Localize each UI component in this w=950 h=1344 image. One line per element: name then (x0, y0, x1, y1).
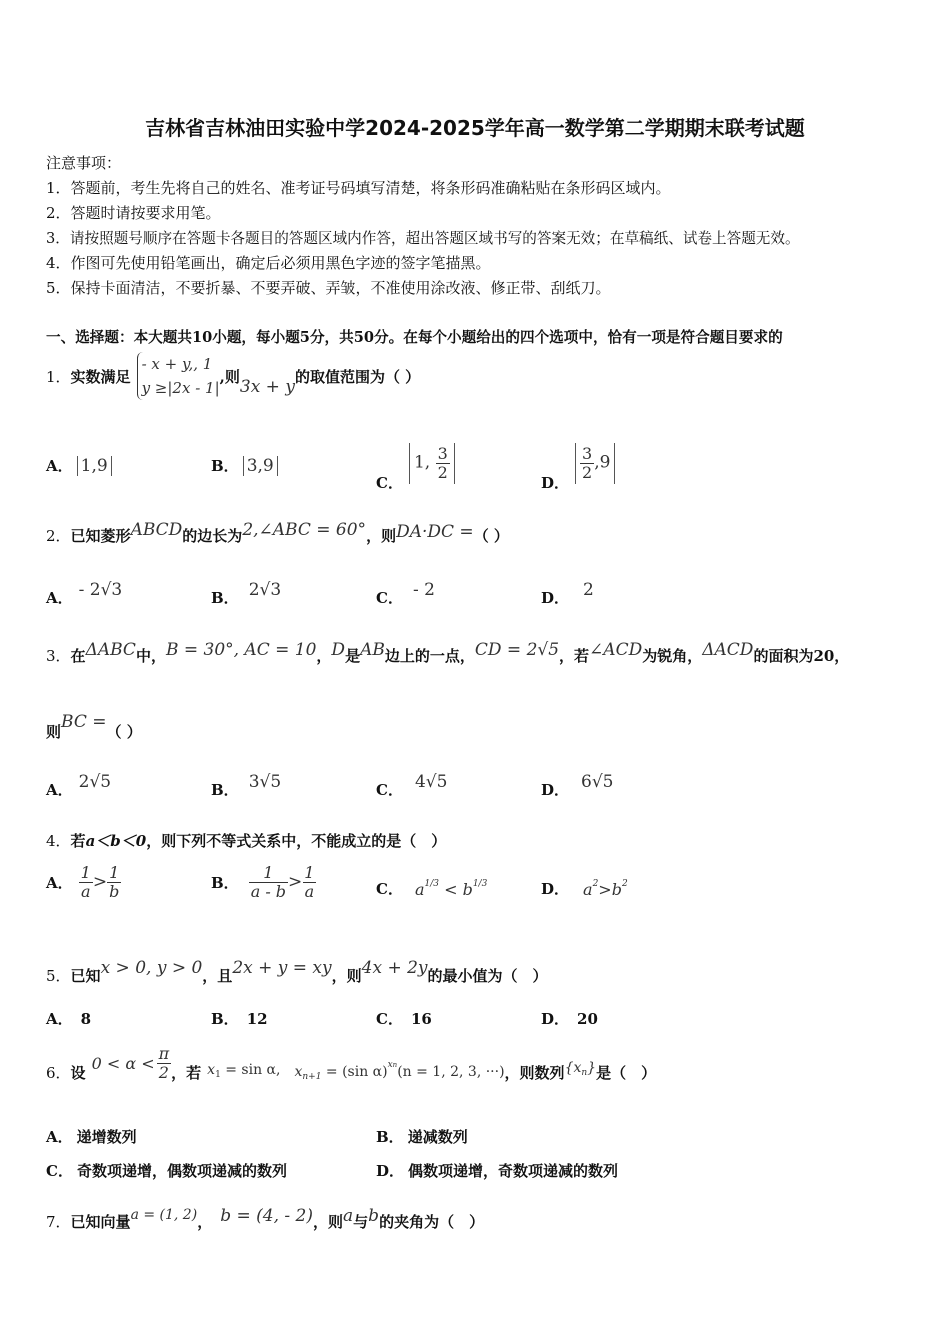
option-label: C． (376, 589, 403, 607)
option-label: B． (211, 781, 239, 799)
expression-part: {x (564, 1059, 582, 1076)
math-expression: 4x + 2y (361, 958, 428, 978)
math-expression: x > 0, y > 0 (100, 958, 203, 978)
option-b[interactable] (211, 1008, 268, 1029)
option-a[interactable] (46, 772, 111, 800)
math-expression: CD = 2√5 (474, 640, 560, 660)
question-text: （ ） (106, 723, 142, 741)
option-value: 递增数列 (76, 1128, 137, 1146)
option-value: 偶数项递增，奇数项递减的数列 (408, 1162, 619, 1180)
option-label: B． (211, 873, 239, 892)
option-d[interactable] (541, 580, 594, 608)
math-expression: AB (360, 640, 385, 660)
question-text: 的夹角为（ ） (379, 1213, 485, 1231)
numerator: 3 (437, 444, 448, 464)
expression-part: = sin α, (225, 1061, 281, 1078)
math-expression (415, 879, 487, 899)
option-value: 12 (246, 1010, 268, 1028)
question-text: ，若 (171, 1064, 202, 1082)
question-text: 的取值范围为（ ） (294, 367, 421, 386)
question-3-continued (46, 712, 142, 742)
denominator: 2 (582, 463, 593, 482)
numerator: 1 (304, 863, 315, 882)
option-a[interactable] (46, 864, 121, 900)
option-value: 3√5 (248, 772, 282, 792)
question-text: ,则 (219, 367, 240, 386)
option-b[interactable] (211, 864, 316, 900)
option-c[interactable] (376, 772, 447, 800)
option-a[interactable] (46, 1126, 137, 1147)
option-label: B． (211, 457, 239, 475)
interval: 3,9 (243, 456, 278, 476)
option-label: D． (541, 880, 570, 898)
numerator: 1 (109, 863, 120, 882)
question-text: ，且 (202, 967, 233, 985)
math-expression (294, 1060, 504, 1082)
notice-item: 3．请按照题号顺序在答题卡各题目的答题区域内作答，超出答题区域书写的答案无效；在草稿纸、试卷上答题无效。 (46, 230, 800, 247)
math-expression: 3x + y (239, 377, 295, 397)
math-expression: ABCD (130, 520, 183, 540)
question-text: （ ） (473, 527, 509, 545)
numerator: 1 (263, 863, 274, 882)
option-label: C． (46, 1162, 73, 1180)
base: b (462, 879, 473, 899)
fraction (157, 1045, 172, 1081)
question-text: ，则 (366, 527, 397, 545)
math-expression: a (343, 1206, 354, 1226)
denominator: a - b (250, 881, 287, 901)
option-c[interactable] (46, 1160, 287, 1181)
option-value: 奇数项递增，偶数项递减的数列 (76, 1162, 287, 1180)
question-number: 4． (46, 832, 71, 850)
math-expression: 2,∠ABC = 60° (242, 520, 367, 540)
variable: x (207, 1061, 216, 1078)
question-text: 则 (46, 723, 62, 741)
inequality-system (137, 352, 220, 400)
option-label: A． (46, 457, 73, 475)
option-label: D． (541, 781, 570, 799)
question-1 (46, 352, 420, 400)
option-label: B． (211, 589, 239, 607)
exponent: 1/3 (424, 878, 439, 889)
exponent (388, 1060, 398, 1070)
option-value: 递减数列 (407, 1128, 468, 1146)
exponent-base: x (387, 1059, 393, 1070)
option-label: C． (376, 880, 403, 898)
question-text: 的最小值为（ ） (427, 967, 548, 985)
exponent: 2 (621, 878, 628, 889)
math-expression: a＜b＜0 (85, 832, 147, 850)
option-b[interactable] (211, 455, 278, 476)
math-expression (565, 1060, 597, 1078)
exponent: 2 (592, 878, 599, 889)
option-value: 20 (577, 1010, 598, 1028)
interval: $\frac{3}{2}$ ,9 (575, 443, 615, 483)
question-number: 5． (46, 967, 71, 985)
denominator: b (109, 881, 120, 901)
interval-end: 9 (262, 455, 274, 476)
option-c[interactable] (376, 878, 487, 899)
math-expression: D (331, 640, 346, 660)
option-value: 2√3 (248, 580, 282, 600)
option-c[interactable] (376, 434, 455, 493)
option-value: 8 (80, 1010, 92, 1028)
math-expression (207, 1062, 280, 1080)
numerator: π (158, 1044, 170, 1064)
question-text: ， (197, 1213, 213, 1231)
question-6 (46, 1044, 656, 1083)
math-expression: 2x + y = xy (232, 958, 332, 978)
option-c[interactable] (376, 580, 435, 608)
option-value: 4√5 (414, 772, 448, 792)
interval-start: 3 (246, 455, 258, 476)
option-value: 2 (583, 580, 594, 600)
base: a (414, 879, 425, 899)
math-expression: ∠ACD (589, 640, 643, 660)
option-d[interactable] (541, 878, 628, 899)
inequality-line: y ≥|2x - 1| (141, 379, 220, 397)
option-a[interactable] (46, 580, 122, 608)
option-value: 16 (410, 1010, 432, 1028)
fraction (107, 864, 121, 900)
question-text: 实数满足 (70, 367, 131, 386)
notice-item: 2．答题时请按要求用笔。 (46, 204, 221, 222)
relation-symbol: < (444, 879, 458, 899)
question-text: 已知菱形 (70, 527, 131, 545)
interval-end: 9 (96, 455, 108, 476)
interval-end: 9 (599, 453, 611, 473)
subscript: n (581, 1067, 588, 1078)
question-text: ， (316, 647, 332, 665)
question-number: 1． (46, 367, 71, 386)
question-number: 7． (46, 1213, 71, 1231)
option-label: D． (541, 589, 570, 607)
question-text: ，若 (559, 647, 590, 665)
subscript: 1 (215, 1069, 221, 1080)
question-2 (46, 520, 509, 546)
expression-part: (n = 1, 2, 3, ···) (397, 1063, 505, 1080)
relation-symbol: > (288, 872, 303, 893)
exponent-subscript: n (392, 1060, 398, 1069)
fraction (249, 864, 288, 900)
question-number: 3． (46, 647, 71, 665)
denominator: 2 (437, 463, 448, 482)
math-expression: 0 < α < (91, 1054, 155, 1073)
notice-item: 1．答题前，考生先将自己的姓名、准考证号码填写清楚，将条形码准确粘贴在条形码区域内。 (46, 179, 671, 197)
option-b[interactable] (211, 772, 281, 800)
relation-symbol: > (598, 879, 612, 899)
fraction (436, 445, 450, 481)
option-label: A． (46, 873, 73, 892)
question-number: 6． (46, 1064, 71, 1082)
numerator: 3 (582, 444, 593, 464)
question-text: 在 (70, 647, 86, 665)
option-d[interactable] (541, 1008, 598, 1029)
expression-part: } (587, 1059, 597, 1076)
option-b[interactable] (211, 580, 281, 608)
question-5 (46, 958, 548, 986)
option-label: A． (46, 1128, 73, 1146)
subscript: n+1 (302, 1071, 322, 1082)
option-value: 2√5 (78, 772, 112, 792)
inequality-line: - x + y,, 1 (141, 355, 213, 373)
math-expression: ΔACD (702, 640, 754, 660)
option-label: C． (376, 1010, 403, 1028)
fraction (302, 864, 316, 900)
base: b (611, 879, 622, 899)
interval-start: 1 (80, 455, 92, 476)
question-text: 是（ ） (596, 1064, 657, 1082)
option-label: B． (376, 1128, 404, 1146)
interval-start: 1 (413, 453, 425, 473)
question-text: ，则数列 (504, 1064, 565, 1082)
exponent: 1/3 (472, 878, 488, 889)
question-text: ，则下列不等式关系中，不能成立的是（ ） (146, 832, 447, 850)
question-number: 2． (46, 527, 71, 545)
option-label: B． (211, 1010, 239, 1028)
option-label: A． (46, 781, 73, 799)
option-b[interactable] (376, 1126, 468, 1147)
notice-item: 4．作图可先使用铅笔画出，确定后必须用黑色字迹的签字笔描黑。 (46, 254, 491, 272)
denominator: a (80, 881, 91, 901)
option-label: D． (541, 1010, 570, 1028)
notice-heading: 注意事项： (46, 154, 122, 172)
question-text: 若 (70, 832, 86, 850)
relation-symbol: > (92, 872, 108, 893)
math-expression: a = (1, 2) (130, 1207, 198, 1223)
notice-item: 5．保持卡面清洁，不要折暴、不要弄破、弄皱，不准使用涂改液、修正带、刮纸刀。 (46, 279, 611, 297)
option-d[interactable] (541, 434, 615, 493)
question-text: 设 (70, 1064, 86, 1082)
option-label: C． (376, 781, 403, 799)
option-value: - 2√3 (78, 580, 123, 600)
question-text: 已知 (70, 967, 101, 985)
expression-part: = (sin α) (325, 1063, 388, 1080)
question-text: 已知向量 (70, 1213, 131, 1231)
fraction (580, 445, 594, 481)
question-4 (46, 830, 446, 851)
variable: x (294, 1063, 303, 1080)
option-d[interactable] (541, 772, 613, 800)
question-text: 中， (135, 647, 166, 665)
denominator: a (304, 881, 315, 901)
math-expression: BC = (61, 712, 107, 732)
option-label: A． (46, 589, 73, 607)
option-d[interactable] (376, 1160, 618, 1181)
option-value: - 2 (412, 580, 435, 600)
option-value: 6√5 (581, 772, 614, 792)
option-a[interactable] (46, 455, 112, 476)
math-expression: b = (4, - 2) (220, 1206, 313, 1226)
option-a[interactable] (46, 1008, 91, 1029)
option-label: D． (541, 474, 570, 492)
question-text: 为锐角， (642, 647, 703, 665)
option-label: C． (376, 474, 403, 492)
section-header: 一、选择题：本大题共10小题，每小题5分，共50分。在每个小题给出的四个选项中，恰有一项是符合题目要求的 (46, 329, 783, 346)
question-text: ，则 (313, 1213, 344, 1231)
question-text: ，则 (331, 967, 362, 985)
math-expression: ΔABC (85, 640, 136, 660)
question-3 (46, 640, 849, 666)
question-7 (46, 1206, 484, 1232)
question-text: 是 (345, 647, 361, 665)
option-label: A． (46, 1010, 73, 1028)
math-expression: B = 30°, AC = 10 (165, 640, 317, 660)
base: a (583, 879, 593, 899)
question-text: 的面积为20， (753, 647, 850, 665)
question-text: 边上的一点， (384, 647, 475, 665)
interval: 1,9 (77, 456, 112, 476)
fraction (79, 864, 93, 900)
question-text: 的边长为 (182, 527, 243, 545)
interval: 1, $\frac{3}{2}$ (409, 443, 455, 483)
numerator: 1 (80, 863, 91, 882)
question-text: 与 (353, 1213, 369, 1231)
exam-title: 吉林省吉林油田实验中学2024-2025学年高一数学第二学期期末联考试题 (145, 116, 805, 140)
option-label: D． (376, 1162, 405, 1180)
math-expression: b (368, 1206, 380, 1226)
math-expression (583, 879, 628, 899)
math-expression: DA·DC = (396, 522, 474, 542)
option-c[interactable] (376, 1008, 432, 1029)
denominator: 2 (158, 1063, 169, 1082)
